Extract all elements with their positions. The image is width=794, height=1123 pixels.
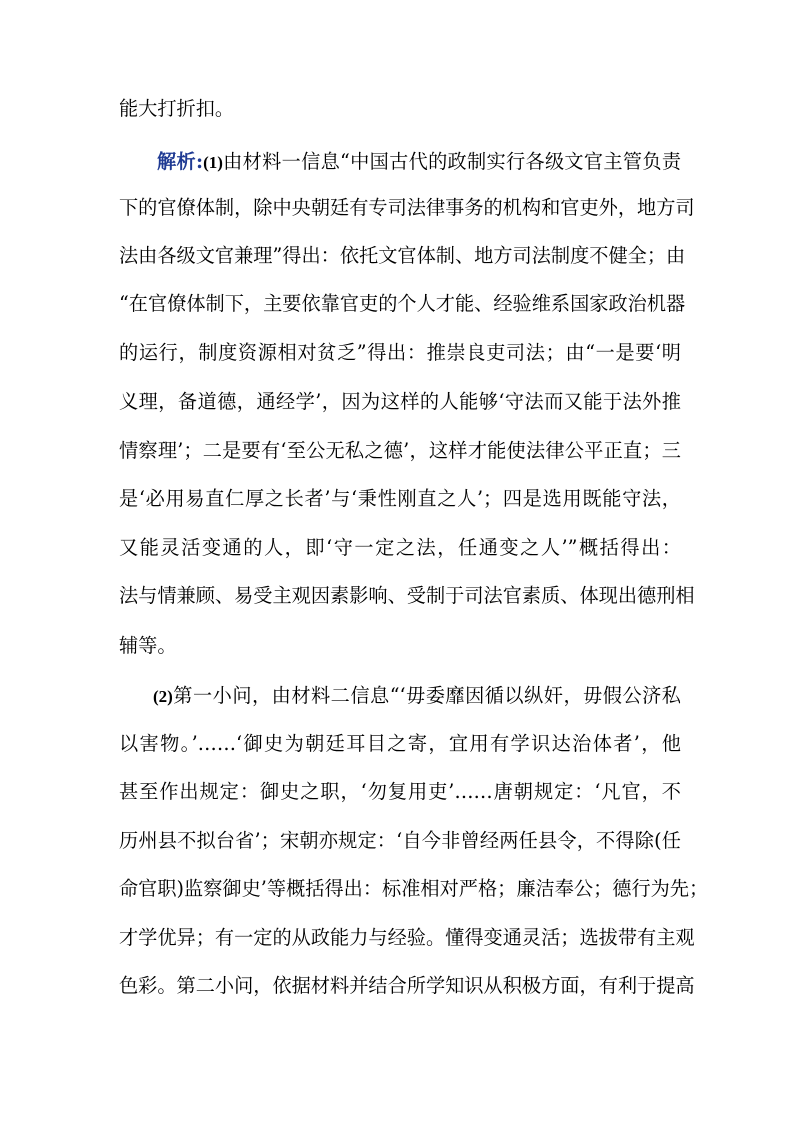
text-line: 法与情兼顾、易受主观因素影响、受制于司法官素质、体现出德刑相 (119, 584, 695, 607)
text-line: 甚至作出规定：御史之职，‘勿复用吏’……唐朝规定：‘凡官，不 (119, 780, 681, 803)
text-line: 又能灵活变通的人，即‘守一定之法，任通变之人’”概括得出： (119, 536, 681, 559)
text-line: 的运行，制度资源相对贫乏”得出：推崇良吏司法；由“一是要‘明 (119, 341, 681, 364)
analysis-label: 解析 (157, 150, 196, 173)
text-segment: 第一小问，由材料二信息“‘毋委靡因循以纵奸，毋假公济私 (172, 684, 681, 707)
question-number-1: (1) (203, 153, 223, 172)
text-line: 法由各级文官兼理”得出：依托文官体制、地方司法制度不健全；由 (119, 244, 686, 267)
text-line: 下的官僚体制，除中央朝廷有专司法律事务的机构和官吏外，地方司 (119, 196, 695, 219)
analysis-first-line (157, 150, 681, 175)
text-line: 能大打折扣。 (119, 97, 235, 120)
text-line: “在官僚体制下，主要依靠官吏的个人才能、经验维系国家政治机器 (119, 292, 686, 315)
analysis-colon: : (195, 150, 204, 173)
question-number-2: (2) (153, 687, 173, 706)
question-2-first-line (153, 684, 681, 709)
text-line: 历州县不拟台省’；宋朝亦规定：‘自今非曾经两任县令，不得除(任 (119, 829, 681, 852)
text-line: 才学优异；有一定的从政能力与经验。懂得变通灵活；选拔带有主观 (119, 926, 695, 949)
text-line: 色彩。第二小问，依据材料并结合所学知识从积极方面，有利于提高 (119, 974, 695, 997)
text-line: 情察理’；二是要有‘至公无私之德’，这样才能使法律公平正直；三 (119, 439, 681, 462)
text-segment: 由材料一信息“中国古代的政制实行各级文官主管负责 (222, 150, 682, 173)
text-line: 以害物。’……‘御史为朝廷耳目之寄，宜用有学识达治体者’，他 (119, 732, 681, 755)
text-line: 命官职)监察御史’等概括得出：标准相对严格；廉洁奉公；德行为先； (119, 877, 709, 900)
text-line: 义理，备道德，通经学’，因为这样的人能够‘守法而又能于法外推 (119, 390, 681, 413)
text-line: 是‘必用易直仁厚之长者’与‘秉性刚直之人’；四是选用既能守法， (119, 487, 681, 510)
text-line: 辅等。 (119, 634, 177, 657)
